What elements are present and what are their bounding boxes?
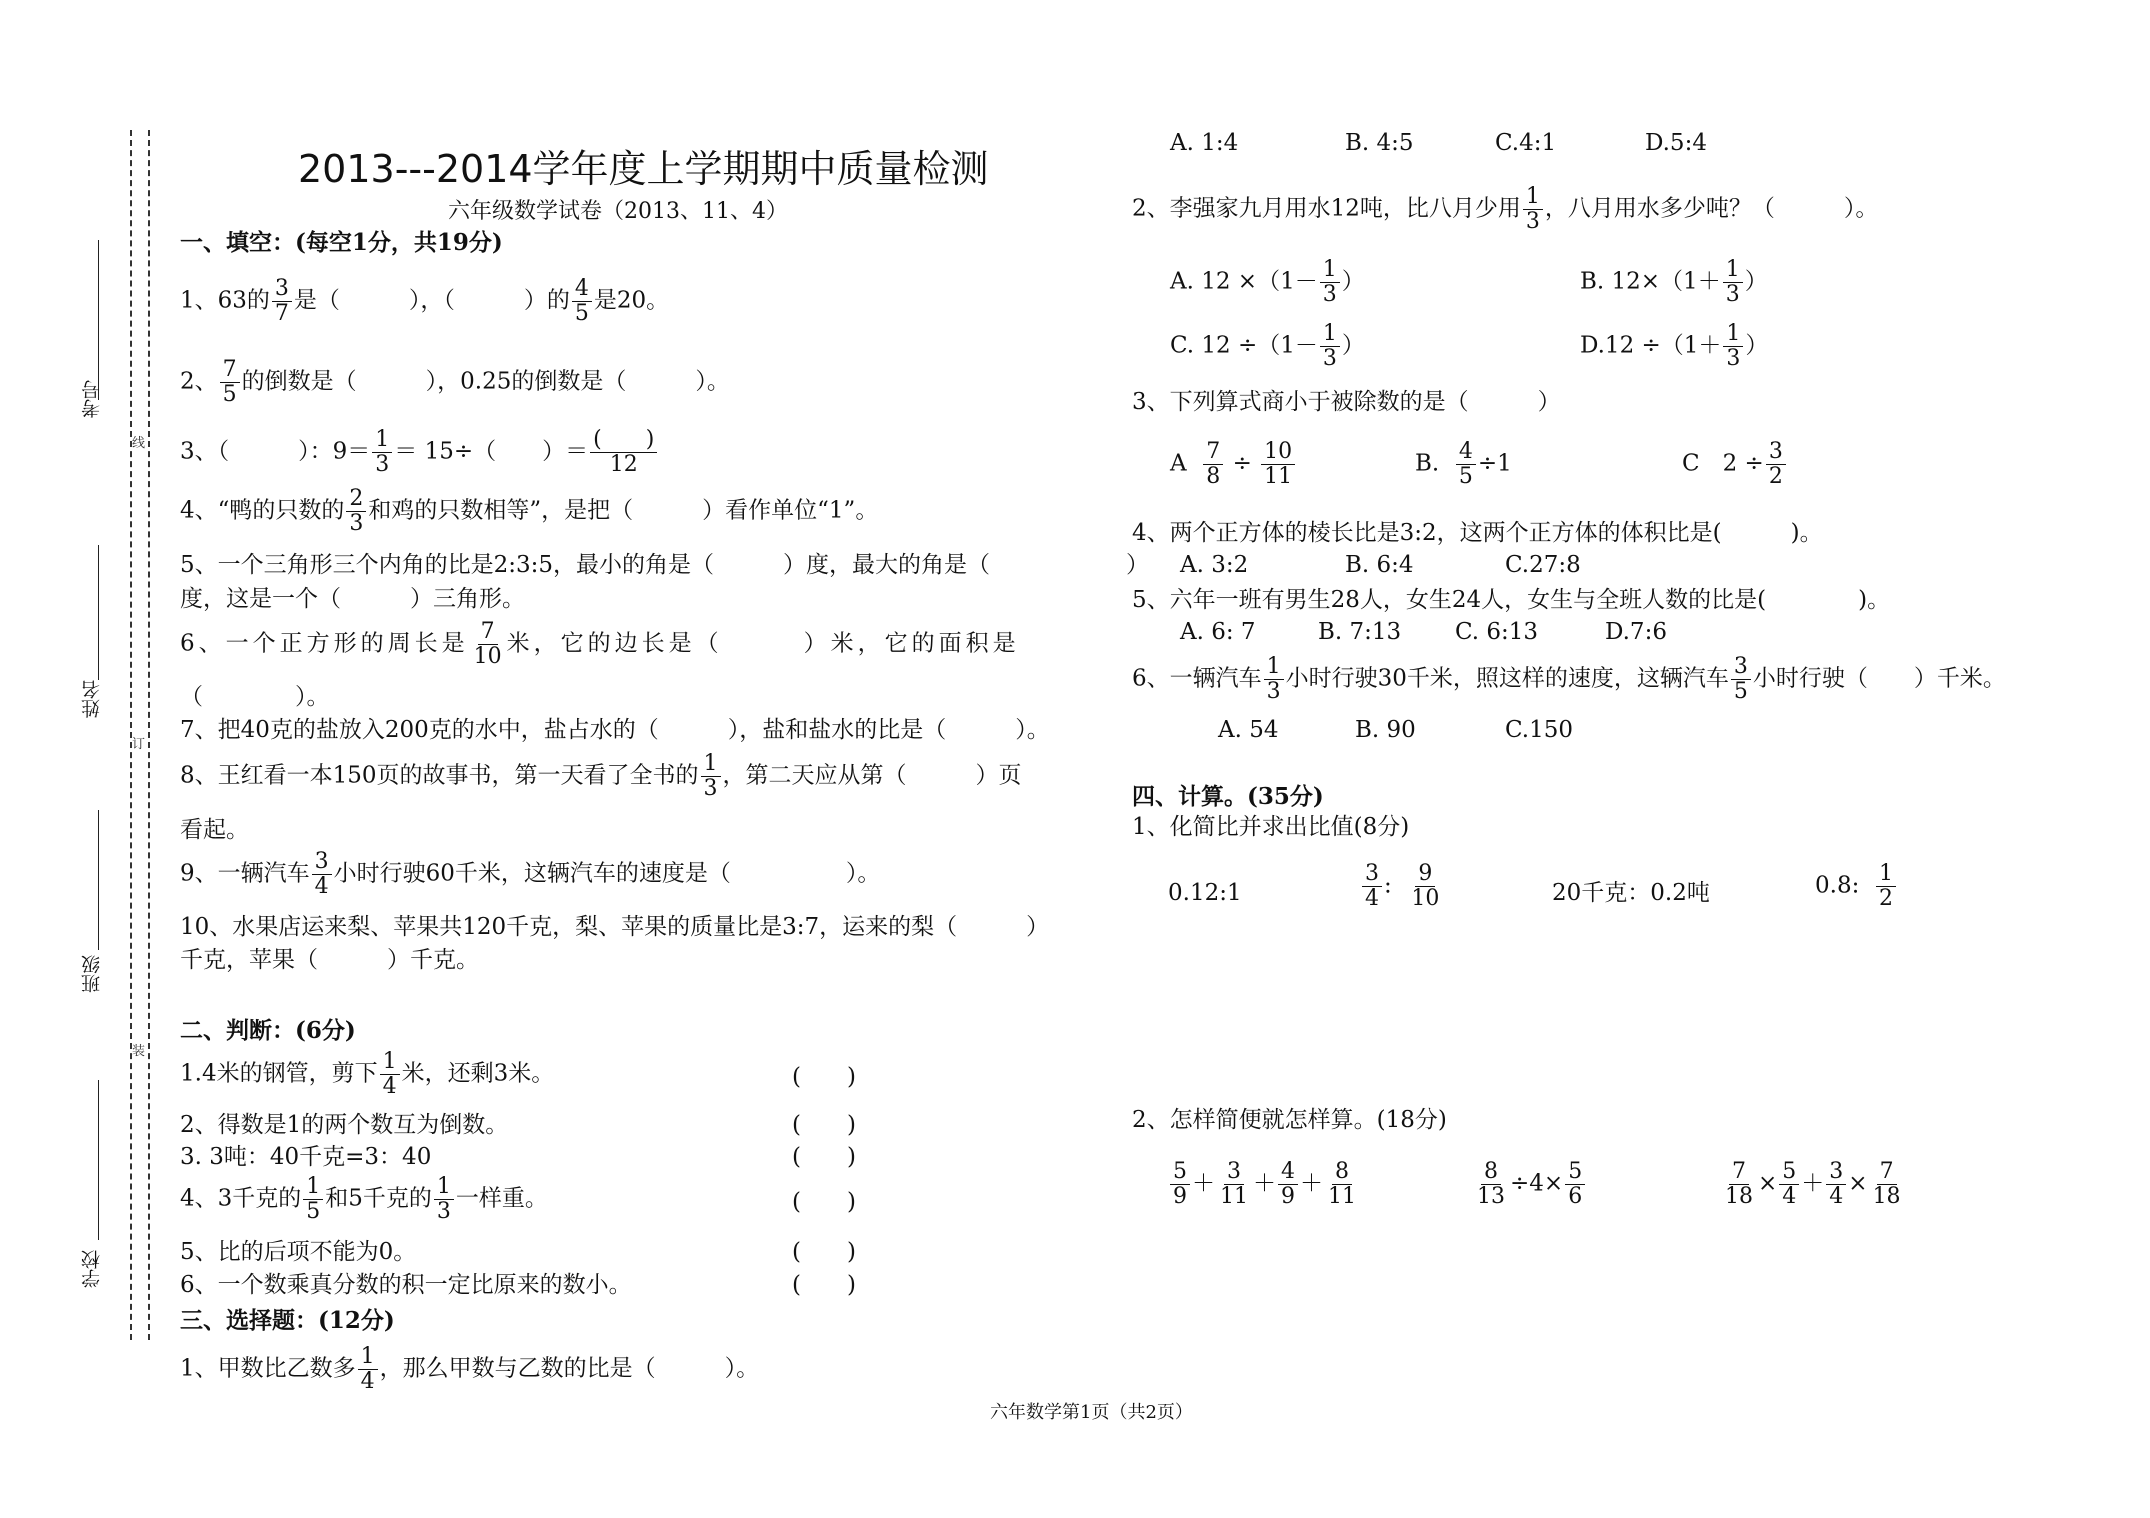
- s2-bracket-2[interactable]: ( ): [792, 1112, 856, 1138]
- fraction: $\frac{3}{4}$: [1362, 862, 1382, 911]
- fraction: $\frac{1}{5}$: [303, 1175, 323, 1224]
- s3-q5-opt-d[interactable]: D.7:6: [1605, 619, 1667, 645]
- s3-q4-opt-a[interactable]: A. 3:2: [1180, 552, 1249, 578]
- page-title: 2013---2014学年度上学期期中质量检测: [298, 147, 989, 191]
- s1-q8-line2: 看起。: [180, 817, 249, 843]
- s4-sub2: 2、怎样简便就怎样算。(18分): [1132, 1107, 1447, 1133]
- s3-q4-close: ）: [1126, 552, 1149, 578]
- fraction: $\frac{9}{10}$: [1411, 861, 1440, 911]
- fraction: $\frac{7}{10}$: [473, 619, 502, 669]
- fraction: $\frac{5}{4}$: [1779, 1160, 1799, 1209]
- s3-q2-opt-a[interactable]: A. 12 ×（1－ $\frac{1}{3}$ ）: [1170, 257, 1365, 307]
- s3-q4-line1: 4、两个正方体的棱长比是3:2，这两个正方体的体积比是( )。: [1132, 520, 1823, 546]
- s1-q1: 1、63的 $\frac{3}{7}$ 是（ ），（ ）的 $\frac{4}{5}$ 是20。: [180, 276, 670, 326]
- fraction: $\frac{1}{3}$: [701, 752, 721, 801]
- s3-q2: 2、李强家九月用水12吨，比八月少用 $\frac{1}{3}$ ，八月用水多少吨？（ ）。: [1132, 184, 1879, 234]
- fraction: $\frac{3}{5}$: [1731, 655, 1751, 704]
- fraction: $\frac{1}{3}$: [372, 428, 392, 477]
- s2-bracket-4[interactable]: ( ): [792, 1189, 856, 1215]
- fraction: $\frac{3}{7}$: [272, 277, 292, 326]
- fraction: $\frac{1}{4}$: [358, 1345, 378, 1394]
- fraction: $\frac{1}{3}$: [1320, 258, 1340, 307]
- s3-q1-opt-c[interactable]: C.4:1: [1495, 130, 1557, 156]
- s3-q6: 6、一辆汽车 $\frac{1}{3}$ 小时行驶30千米，照这样的速度，这辆汽车 $\frac{3}{5}$ 小时行驶（ ）千米。: [1132, 654, 2006, 704]
- s2-item-4: 4、3千克的 $\frac{1}{5}$ 和5千克的 $\frac{1}{3}$ 一样重。: [180, 1174, 548, 1224]
- s4-expr-3: $\frac{7}{18}$ × $\frac{5}{4}$ ＋ $\frac{3}{4}$ × $\frac{7}{18}$: [1720, 1160, 1906, 1209]
- s4-r1-c: 20千克：0.2吨: [1552, 880, 1710, 906]
- s1-q10-line1: 10、水果店运来梨、苹果共120千克，梨、苹果的质量比是3:7，运来的梨（ ）: [180, 914, 1050, 940]
- s3-q5-line1: 5、六年一班有男生28人，女生24人，女生与全班人数的比是( )。: [1132, 587, 1891, 613]
- fraction: $\frac{3}{2}$: [1766, 440, 1786, 489]
- s1-q3: 3、（ ）：9＝ $\frac{1}{3}$ ＝ 15÷（ ）＝ $\frac{( )}{12}$: [180, 428, 659, 477]
- s1-q6-line2: （ ）。: [180, 684, 330, 710]
- s3-q3-opt-a[interactable]: A $\frac{7}{8}$ ÷ $\frac{10}{11}$: [1170, 440, 1297, 489]
- fraction: $\frac{3}{11}$: [1220, 1159, 1248, 1209]
- fraction: $\frac{1}{3}$: [434, 1175, 454, 1224]
- s4-expr-2: $\frac{8}{13}$ ÷4× $\frac{5}{6}$: [1472, 1160, 1587, 1209]
- s3-q2-opt-b[interactable]: B. 12×（1＋ $\frac{1}{3}$ ）: [1580, 257, 1768, 307]
- fraction: $\frac{4}{9}$: [1278, 1160, 1298, 1209]
- fraction: $\frac{5}{9}$: [1170, 1160, 1190, 1209]
- fraction: $\frac{4}{5}$: [1456, 440, 1476, 489]
- fraction: $\frac{1}{3}$: [1723, 322, 1743, 371]
- section4-heading: 四、计算。(35分): [1132, 783, 1324, 810]
- s3-q1: 1、甲数比乙数多 $\frac{1}{4}$ ，那么甲数与乙数的比是（ ）。: [180, 1344, 760, 1394]
- s3-q1-opt-b[interactable]: B. 4:5: [1345, 130, 1414, 156]
- s3-q6-opt-c[interactable]: C.150: [1505, 717, 1573, 743]
- s3-q1-opt-a[interactable]: A. 1:4: [1170, 130, 1239, 156]
- fraction: $\frac{7}{18}$: [1872, 1159, 1901, 1209]
- margin-label-school: 学校: [81, 1250, 103, 1288]
- s3-q5-opt-c[interactable]: C. 6:13: [1455, 619, 1539, 645]
- fraction: $\frac{2}{3}$: [346, 487, 366, 536]
- margin-mark-xian: 线: [132, 436, 146, 451]
- margin-line-2: [98, 545, 99, 680]
- binding-dashed-line-2: [148, 130, 150, 1340]
- s1-q5-line1: 5、一个三角形三个内角的比是2:3:5，最小的角是（ ）度，最大的角是（: [180, 552, 991, 578]
- fraction: $\frac{1}{2}$: [1876, 862, 1896, 911]
- s3-q6-opt-a[interactable]: A. 54: [1218, 717, 1279, 743]
- margin-label-kaohao: 考号: [81, 380, 103, 418]
- s3-q2-opt-c[interactable]: C. 12 ÷（1－ $\frac{1}{3}$ ）: [1170, 321, 1365, 371]
- fraction: $\frac{4}{5}$: [572, 277, 592, 326]
- s3-q5-opt-a[interactable]: A. 6: 7: [1180, 619, 1256, 645]
- s2-bracket-3[interactable]: ( ): [792, 1144, 856, 1170]
- s1-q2: 2、 $\frac{7}{5}$ 的倒数是（ ），0.25的倒数是（ ）。: [180, 357, 730, 407]
- fraction: $\frac{8}{13}$: [1477, 1159, 1505, 1209]
- s1-q7: 7、把40克的盐放入200克的水中，盐占水的（ ），盐和盐水的比是（ ）。: [180, 717, 1050, 743]
- s2-bracket-1[interactable]: ( ): [792, 1064, 856, 1090]
- s4-expr-1: $\frac{5}{9}$ ＋ $\frac{3}{11}$ ＋ $\frac{4}{9}$ ＋ $\frac{8}{11}$: [1168, 1160, 1361, 1209]
- s2-item-2: 2、得数是1的两个数互为倒数。: [180, 1112, 509, 1138]
- s3-q5-opt-b[interactable]: B. 7:13: [1318, 619, 1402, 645]
- s1-q6: 6、一个正方形的周长是 $\frac{7}{10}$ 米，它的边长是（ ）米，它的面积是: [180, 619, 1020, 669]
- s4-r1-d: 0.8: $\frac{1}{2}$: [1815, 862, 1898, 911]
- s3-q4-opt-c[interactable]: C.27:8: [1505, 552, 1581, 578]
- s2-bracket-5[interactable]: ( ): [792, 1239, 856, 1265]
- s2-item-6: 6、一个数乘真分数的积一定比原来的数小。: [180, 1272, 632, 1298]
- fraction: $\frac{1}{3}$: [1264, 655, 1284, 704]
- s4-sub1: 1、化简比并求出比值(8分): [1132, 814, 1410, 840]
- page-footer: 六年数学第1页（共2页）: [990, 1402, 1193, 1423]
- s3-q3-opt-b[interactable]: B. $\frac{4}{5}$ ÷1: [1415, 439, 1512, 489]
- fraction: $\frac{7}{5}$: [220, 358, 240, 407]
- margin-line-4: [98, 1080, 99, 1240]
- s2-item-1: 1.4米的钢管，剪下 $\frac{1}{4}$ 米，还剩3米。: [180, 1049, 555, 1099]
- s1-q10-line2: 千克，苹果（ ）千克。: [180, 947, 479, 973]
- fraction: $\frac{1}{3}$: [1320, 322, 1340, 371]
- fraction: $\frac{8}{11}$: [1328, 1159, 1356, 1209]
- fraction: $\frac{7}{8}$: [1203, 440, 1223, 489]
- section3-heading: 三、选择题：(12分): [180, 1307, 395, 1334]
- s1-q5-line2: 度，这是一个（ ）三角形。: [180, 586, 525, 612]
- fraction: $\frac{10}{11}$: [1261, 440, 1295, 489]
- fraction: $\frac{1}{3}$: [1523, 185, 1543, 234]
- fraction: $\frac{7}{18}$: [1725, 1159, 1753, 1209]
- s3-q3-opt-c[interactable]: C 2 ÷ $\frac{3}{2}$: [1682, 440, 1788, 489]
- fraction: $\frac{5}{6}$: [1565, 1160, 1585, 1209]
- s3-q6-opt-b[interactable]: B. 90: [1355, 717, 1416, 743]
- s2-item-3: 3. 3吨：40千克=3：40: [180, 1144, 432, 1170]
- s1-q8: 8、王红看一本150页的故事书，第一天看了全书的 $\frac{1}{3}$ ，第二天应从第（ ）页: [180, 751, 1022, 801]
- section1-heading: 一、填空：(每空1分，共19分): [180, 229, 503, 256]
- margin-label-class: 班级: [81, 955, 103, 993]
- margin-mark-ding: 订: [132, 737, 146, 752]
- s4-r1-b: $\frac{3}{4}$ : $\frac{9}{10}$: [1360, 862, 1444, 911]
- s1-q4: 4、“鸭的只数的 $\frac{2}{3}$ 和鸡的只数相等”，是把（ ）看作单位“1”。: [180, 486, 879, 536]
- s2-item-5: 5、比的后项不能为0。: [180, 1239, 417, 1265]
- fraction: $\frac{3}{4}$: [312, 850, 332, 899]
- s1-q9: 9、一辆汽车 $\frac{3}{4}$ 小时行驶60千米，这辆汽车的速度是（ ）。: [180, 849, 881, 899]
- margin-label-name: 姓名: [81, 680, 103, 718]
- s3-q1-opt-d[interactable]: D.5:4: [1645, 130, 1707, 156]
- fraction: $\frac{3}{4}$: [1826, 1160, 1846, 1209]
- margin-line-3: [98, 810, 99, 950]
- s4-r1-a: 0.12:1: [1168, 880, 1242, 906]
- s3-q2-opt-d[interactable]: D.12 ÷（1＋ $\frac{1}{3}$ ）: [1580, 321, 1769, 371]
- margin-line-1: [98, 240, 99, 400]
- page-subtitle: 六年级数学试卷（2013、11、4）: [448, 199, 788, 224]
- s3-q3-text: 3、下列算式商小于被除数的是（ ）: [1132, 389, 1561, 415]
- s2-bracket-6[interactable]: ( ): [792, 1272, 856, 1298]
- section2-heading: 二、判断：(6分): [180, 1017, 356, 1044]
- fraction: $\frac{( )}{12}$: [590, 428, 657, 477]
- margin-mark-zhuang: 装: [132, 1044, 146, 1059]
- fraction: $\frac{1}{4}$: [380, 1050, 400, 1099]
- s3-q4-opt-b[interactable]: B. 6:4: [1345, 552, 1414, 578]
- fraction: $\frac{1}{3}$: [1723, 258, 1743, 307]
